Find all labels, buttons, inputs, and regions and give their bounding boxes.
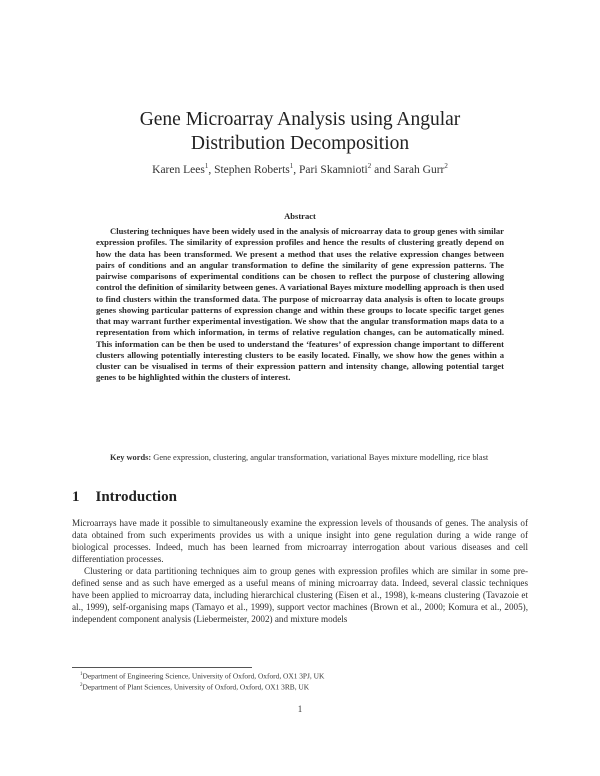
abstract-text: Clustering techniques have been widely used in the analysis of microarray data to group genes with similar expression profiles. The similarity of expression profiles and hence the results of clustering greatly depend on how the data has been transformed. We present a method that uses the relative expression changes between pairs of conditions and an angular transformation to define the similarity of gene expression patterns. The pairwise comparisons of experimental conditions can be chosen to reflect the purpose of clustering allowing control the definition of similarity between genes. A variational Bayes mixture modelling approach is then used to find clusters within the transformed data. The purpose of microarray data analysis is often to locate groups genes showing particular patterns of expression change and within these groups to locate specific target genes that may warrant further experimental investigation. We show that the angular transformation maps data to a representation from which information, in terms of relative regulation changes, can be automatically mined. This information can be then be used to understand the ‘features’ of expression change important to different clusters allowing potentially interesting clusters to be easily located. Finally, we show how the genes within a cluster can be visualised in terms of their expression pattern and intensity change, allowing potential target genes to be highlighted within the clusters of interest. bbox=[96, 226, 504, 383]
keywords bbox=[96, 452, 504, 463]
affiliation-mark: 1 bbox=[204, 162, 209, 170]
author-name: Sarah Gurr bbox=[393, 163, 445, 176]
footnote-text: Department of Plant Sciences, University of Oxford, Oxford, OX1 3RB, UK bbox=[82, 682, 310, 692]
keywords-label: Key words: bbox=[110, 453, 152, 462]
author-separator: and bbox=[371, 163, 394, 176]
footnote-mark: 1 bbox=[80, 672, 83, 677]
affiliation-mark: 1 bbox=[289, 162, 294, 170]
paper-title bbox=[60, 108, 540, 156]
keywords-list: Gene expression, clustering, angular transformation, variational Bayes mixture modelling, rice blast bbox=[153, 453, 489, 462]
footnote-mark: 2 bbox=[80, 683, 83, 689]
footnote-text: Department of Engineering Science, University of Oxford, Oxford, OX1 3PJ, UK bbox=[82, 671, 325, 681]
body-paragraph: Microarrays have made it possible to simultaneously examine the expression levels of thousands of genes. The analysis of data obtained from such experiments provides us with a unique insight into gene regulation during a wide range of biological processes. Indeed, much has been learned from microarray interrogation about various diseases and cell differentiation processes. bbox=[72, 518, 528, 565]
section-heading bbox=[72, 489, 177, 506]
author-separator: , bbox=[293, 163, 300, 176]
section-number: 1 bbox=[72, 489, 80, 505]
abstract-heading: Abstract bbox=[284, 211, 316, 221]
affiliation-mark: 2 bbox=[444, 162, 448, 170]
footnote-divider bbox=[72, 667, 252, 668]
section-title: Introduction bbox=[95, 489, 177, 505]
author-name: Stephen Roberts bbox=[214, 163, 290, 176]
footnote bbox=[72, 681, 528, 692]
title-line-2: Distribution Decomposition bbox=[190, 133, 410, 154]
footnote bbox=[72, 670, 528, 681]
body-paragraph: Clustering or data partitioning techniques aim to group genes with expression profiles which are similar in some pre-defined sense and as such have emerged as a useful means of mining microarray data. Indeed, several classic techniques have been applied to microarray data, including hierarchical clustering (Eisen et al., 1998), k-means clustering (Tavazoie et al., 1999), self-organising maps (Tamayo et al., 1999), support vector machines (Brown et al., 2000; Komura et al., 2005), independent component analysis (Liebermeister, 2002) and mixture models bbox=[72, 566, 528, 625]
author-name: Pari Skamnioti bbox=[299, 163, 368, 176]
author-name: Karen Lees bbox=[152, 163, 205, 176]
title-line-1: Gene Microarray Analysis using Angular bbox=[139, 109, 461, 130]
footnotes bbox=[72, 670, 528, 693]
author-separator: , bbox=[208, 163, 215, 176]
page-number: 1 bbox=[297, 704, 303, 714]
author-list bbox=[60, 162, 540, 176]
affiliation-mark: 2 bbox=[367, 162, 372, 170]
